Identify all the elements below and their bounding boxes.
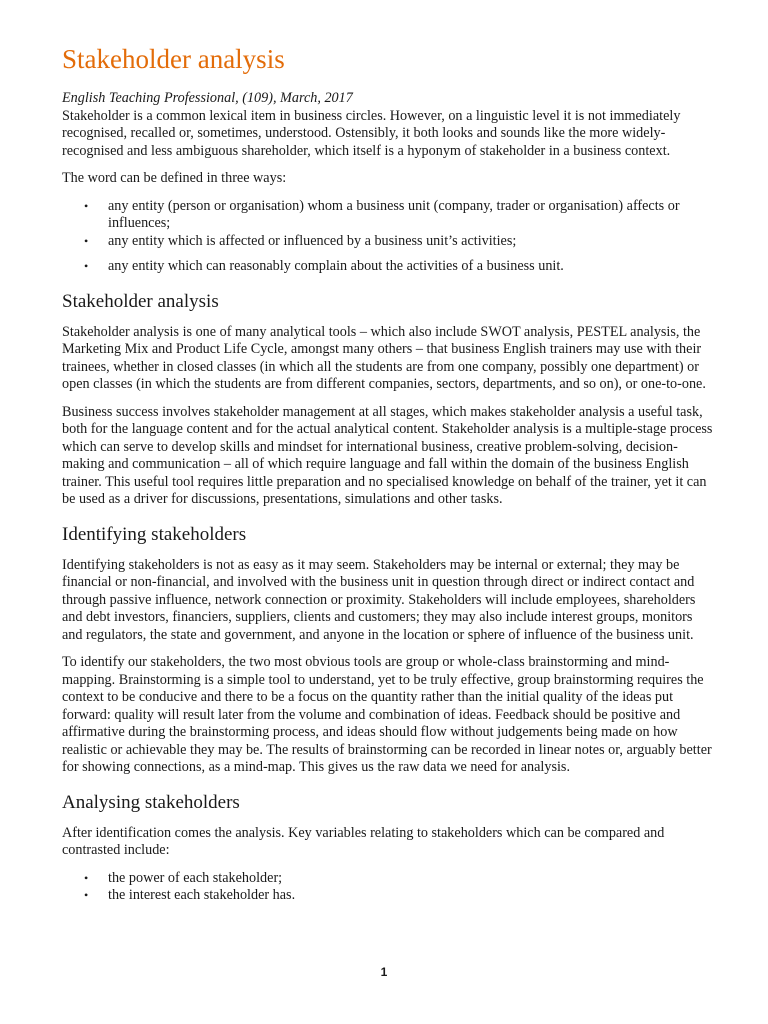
document-title: Stakeholder analysis bbox=[62, 44, 285, 74]
list-item: • the power of each stakeholder; bbox=[62, 870, 714, 888]
paragraph: To identify our stakeholders, the two most obvious tools are group or whole-class brainstorming and mind-mapping. Brainstorming is a simple tool to understand, yet to be truly effective, group brainstorming requires the context to be conducive and there to be a focus on the quantity rather than the initial quality of the ideas put forward: quality will result later from the volume and combination of ideas. Feedback should be positive and affirmative during the brainstorming process, and ideas should flow without judgements being made on how realistic or achievable they may be. The results of brainstorming can be recorded in linear notes or, arguably better for showing connections, as a mind-map. This gives us the raw data we need for analysis. bbox=[62, 654, 712, 775]
paragraph: Stakeholder analysis is one of many analytical tools – which also include SWOT analysis, PESTEL analysis, the Marketing Mix and Product Life Cycle, amongst many others – that business English trainers may use with their trainees, whether in closed classes (in which all the students are from one company, possibly one department) or open classes (in which the students are from different companies, sectors, departments, and so on), or one-to-one. bbox=[62, 323, 706, 392]
intro-paragraph: Stakeholder is a common lexical item in business circles. However, on a linguistic level it is not immediately recognised, recalled or, sometimes, understood. Ostensibly, it both looks and sounds like the more widely-recognised and less ambiguous shareholder, which itself is a hyponym of stakeholder in a business context. bbox=[62, 107, 681, 159]
page-number: 1 bbox=[380, 965, 388, 979]
definition-lead: The word can be defined in three ways: bbox=[62, 170, 287, 186]
list-item: • any entity (person or organisation) whom a business unit (company, trader or organisation) affects or influences; bbox=[62, 198, 714, 233]
list-item: • any entity which is affected or influenced by a business unit’s activities; bbox=[62, 233, 714, 251]
list-item: • the interest each stakeholder has. bbox=[62, 887, 714, 905]
section-heading-analysing-stakeholders: Analysing stakeholders bbox=[62, 791, 240, 813]
list-item: • any entity which can reasonably complain about the activities of a business unit. bbox=[62, 258, 714, 276]
paragraph: Identifying stakeholders is not as easy as it may seem. Stakeholders may be internal or external; they may be financial or non-financial, and involved with the business unit in question through direct or indirect contact and through passive influence, network connection or proximity. Stakeholders will include employees, shareholders and debt investors, financiers, suppliers, clients and customers; they may also include interest groups, monitors and regulators, the state and government, and anyone in the location or sphere of influence of the business unit. bbox=[62, 556, 696, 643]
source-citation: English Teaching Professional, (109), March, 2017 bbox=[62, 90, 353, 106]
section-heading-identifying-stakeholders: Identifying stakeholders bbox=[62, 523, 247, 545]
definitions-list bbox=[62, 198, 714, 276]
paragraph: Business success involves stakeholder management at all stages, which makes stakeholder analysis a useful task, both for the language content and for the actual analytical content. Stakeholder analysis is a multiple-stage process which can serve to develop skills and mindset for international business, creative problem-solving, decision-making and communication – all of which require language and fall within the domain of the business English trainer. This useful tool requires little preparation and no specialised knowledge on behalf of the trainer, yet it can be used as a driver for discussions, presentations, simulations and other tasks. bbox=[62, 403, 713, 507]
variables-list bbox=[62, 870, 714, 905]
paragraph: After identification comes the analysis. Key variables relating to stakeholders which can be compared and contrasted include: bbox=[62, 824, 665, 858]
section-heading-stakeholder-analysis: Stakeholder analysis bbox=[62, 290, 219, 312]
document-page bbox=[62, 42, 714, 915]
